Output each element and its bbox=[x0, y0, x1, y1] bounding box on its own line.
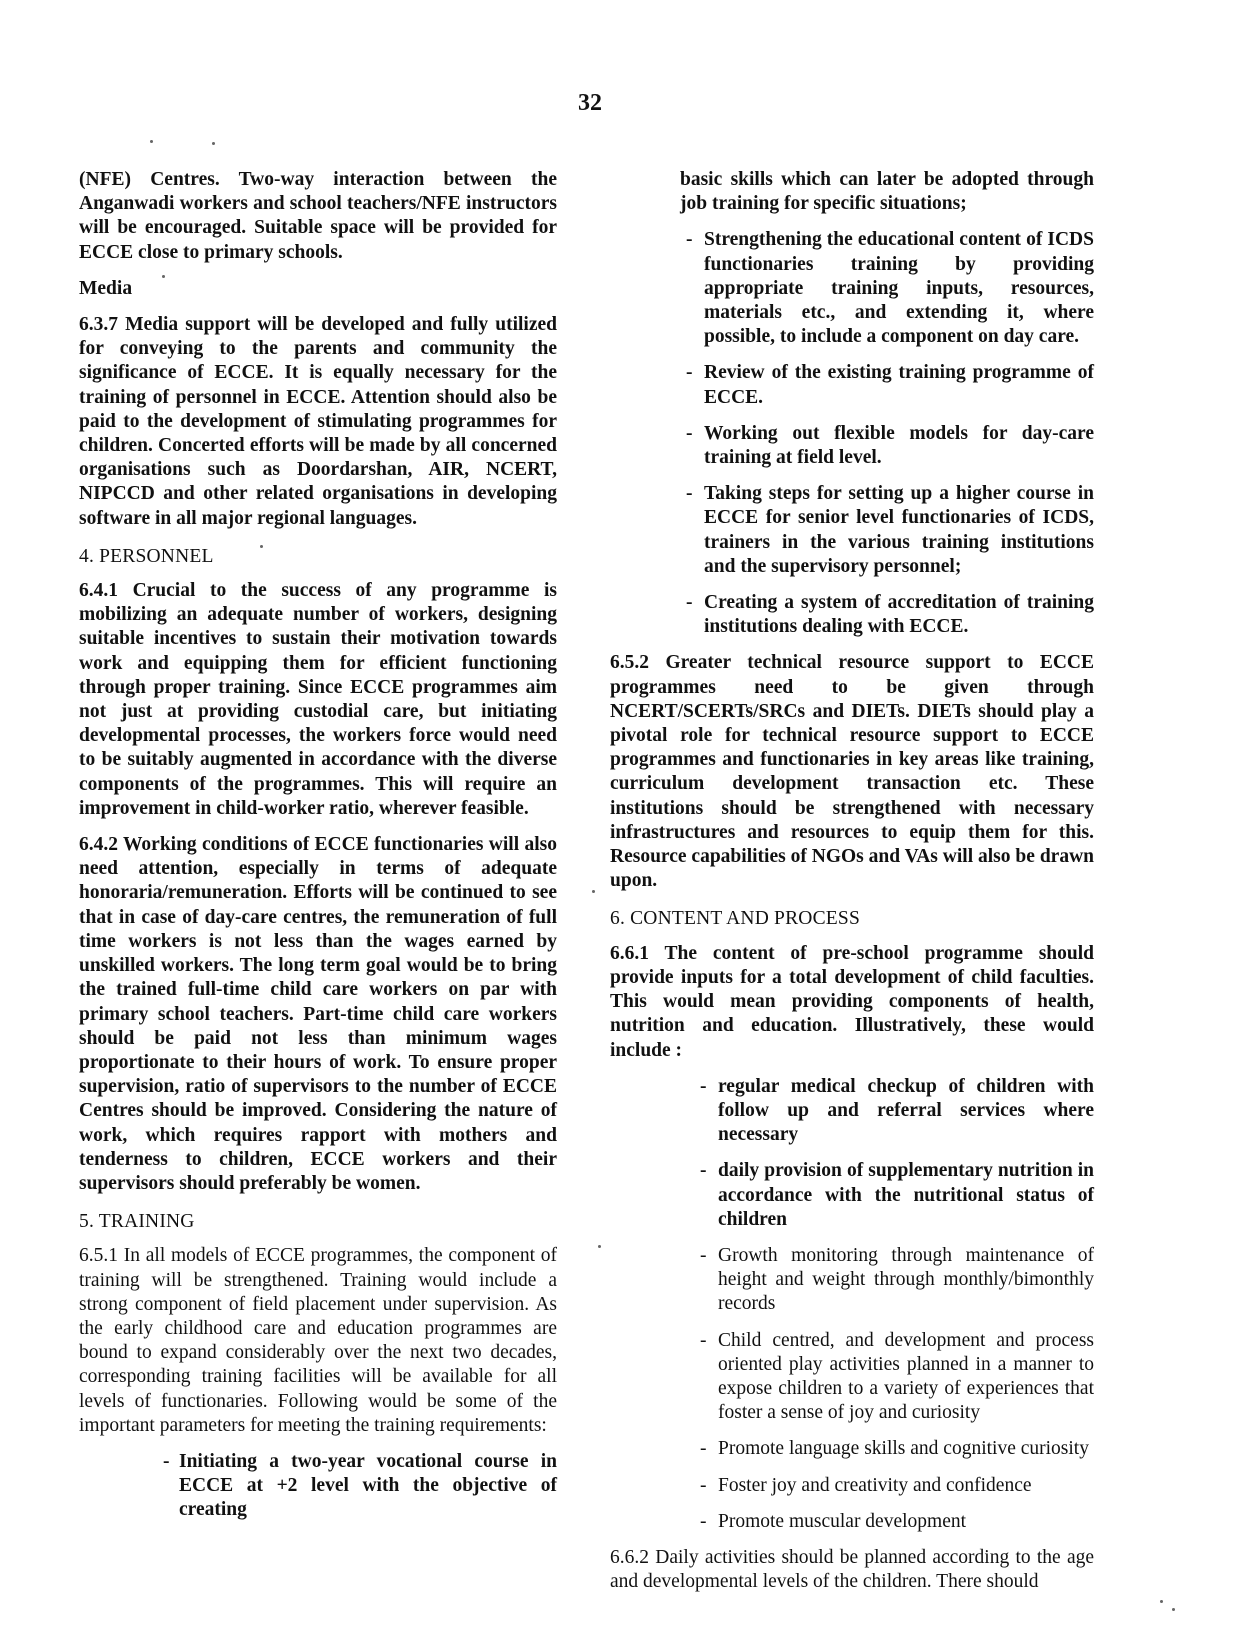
scan-speck bbox=[150, 140, 153, 143]
continuation-text: basic skills which can later be adopted through job training for specific situations; bbox=[680, 169, 1094, 215]
training-measures-list bbox=[610, 228, 1094, 639]
paragraph-6-5-1: 6.5.1 In all models of ECCE programmes, the component of training will be strengthened. Training would include a strong component of field placement under supervision. As the early childhood care and education programmes are bound to expand considerably over the next two decades, corresponding training facilities will be available for all levels of functionaries. Following would be some of the important parameters for meeting the training requirements: bbox=[79, 1245, 557, 1436]
content-process-heading: 6. CONTENT AND PROCESS bbox=[610, 908, 860, 930]
list-item: - Strengthening the educational content of ICDS functionaries training by providing appropriate training inputs, resources, materials etc., and extending it, where possible, to include a component on day care. bbox=[680, 228, 1094, 349]
scan-speck bbox=[260, 545, 263, 548]
list-item: - Promote muscular development bbox=[694, 1510, 1094, 1534]
page-number: 32 bbox=[578, 90, 602, 116]
list-item: - Promote language skills and cognitive curiosity bbox=[694, 1437, 1094, 1461]
media-heading: Media bbox=[79, 277, 133, 299]
scan-speck bbox=[592, 890, 595, 893]
list-item: - Working out flexible models for day-care training at field level. bbox=[680, 422, 1094, 470]
list-item: - Child centred, and development and process oriented play activities planned in a manner to expose children to a variety of experiences that foster a sense of joy and curiosity bbox=[694, 1329, 1094, 1426]
list-item: - Creating a system of accreditation of training institutions dealing with ECCE. bbox=[680, 591, 1094, 639]
training-heading: 5. TRAINING bbox=[79, 1211, 195, 1233]
list-item: - regular medical checkup of children with follow up and referral services where necessary bbox=[694, 1075, 1094, 1148]
list-item: - Foster joy and creativity and confidence bbox=[694, 1474, 1094, 1498]
list-item: - Growth monitoring through maintenance of height and weight through monthly/bimonthly records bbox=[694, 1244, 1094, 1317]
right-column bbox=[610, 168, 1094, 1606]
scan-speck bbox=[162, 275, 165, 278]
paragraph-6-4-1: 6.4.1 Crucial to the success of any programme is mobilizing an adequate number of workers, designing suitable incentives to sustain their motivation towards work and equipping them for efficient functioning through proper training. Since ECCE programmes aim not just at providing custodial care, but initiating developmental processes, the workers force would need to be suitably augmented in accordance with the diverse components of the programmes. This will require an improvement in child-worker ratio, wherever feasible. bbox=[79, 580, 557, 819]
scan-speck bbox=[212, 142, 215, 145]
left-column bbox=[79, 168, 557, 1535]
paragraph-6-4-2: 6.4.2 Working conditions of ECCE functionaries will also need attention, especially in terms of adequate honoraria/remuneration. Efforts will be continued to see that in case of day-care centres, the remuneration of full time workers is not less than the wages earned by unskilled workers. The long term goal would be to bring the trained full-time child care workers on par with primary school teachers. Part-time child care workers should be paid not less than minimum wages proportionate to their hours of work. To ensure proper supervision, ratio of supervisors to the number of ECCE Centres should be improved. Considering the nature of work, which requires rapport with mothers and tenderness to children, ECCE workers and their supervisors should preferably be women. bbox=[79, 834, 557, 1194]
personnel-heading: 4. PERSONNEL bbox=[79, 545, 214, 567]
list-item: - Review of the existing training programme of ECCE. bbox=[680, 361, 1094, 409]
paragraph-6-3-7: 6.3.7 Media support will be developed and fully utilized for conveying to the parents and community the significance of ECCE. It is equally necessary for the training of personnel in ECCE. Attention should also be paid to the development of stimulating programmes for children. Concerted efforts will be made by all concerned organisations such as Doordarshan, AIR, NCERT, NIPCCD and other related organisations in developing software in all major regional languages. bbox=[79, 314, 557, 529]
content-components-list bbox=[610, 1075, 1094, 1534]
list-item: - Initiating a two-year vocational course in ECCE at +2 level with the objective of creating bbox=[157, 1450, 557, 1523]
scan-speck bbox=[598, 1245, 601, 1248]
list-item: - Taking steps for setting up a higher course in ECCE for senior level functionaries of ICDS, trainers in the various training institutions and the supervisory personnel; bbox=[680, 482, 1094, 579]
paragraph-6-6-1: 6.6.1 The content of pre-school programme should provide inputs for a total development of child faculties. This would mean providing components of health, nutrition and education. Illustratively, these would include : bbox=[610, 942, 1094, 1061]
training-bullet-list bbox=[79, 1450, 557, 1523]
paragraph-6-6-2: 6.6.2 Daily activities should be planned according to the age and developmental levels of the children. There should bbox=[610, 1546, 1094, 1593]
scan-speck bbox=[1160, 1600, 1163, 1603]
scan-speck bbox=[1172, 1608, 1175, 1611]
list-item: - daily provision of supplementary nutrition in accordance with the nutritional status of children bbox=[694, 1159, 1094, 1232]
intro-paragraph: (NFE) Centres. Two-way interaction between the Anganwadi workers and school teachers/NFE instructors will be encouraged. Suitable space will be provided for ECCE close to primary schools. bbox=[79, 169, 557, 263]
paragraph-6-5-2: 6.5.2 Greater technical resource support to ECCE programmes need to be given through NCERT/SCERTs/SRCs and DIETs. DIETs should play a pivotal role for technical resource support to ECCE programmes and functionaries in key areas like training, curriculum development transaction etc. These institutions should be strengthened with necessary infrastructures and resources to equip them for this. Resource capabilities of NGOs and VAs will also be drawn upon. bbox=[610, 652, 1094, 892]
